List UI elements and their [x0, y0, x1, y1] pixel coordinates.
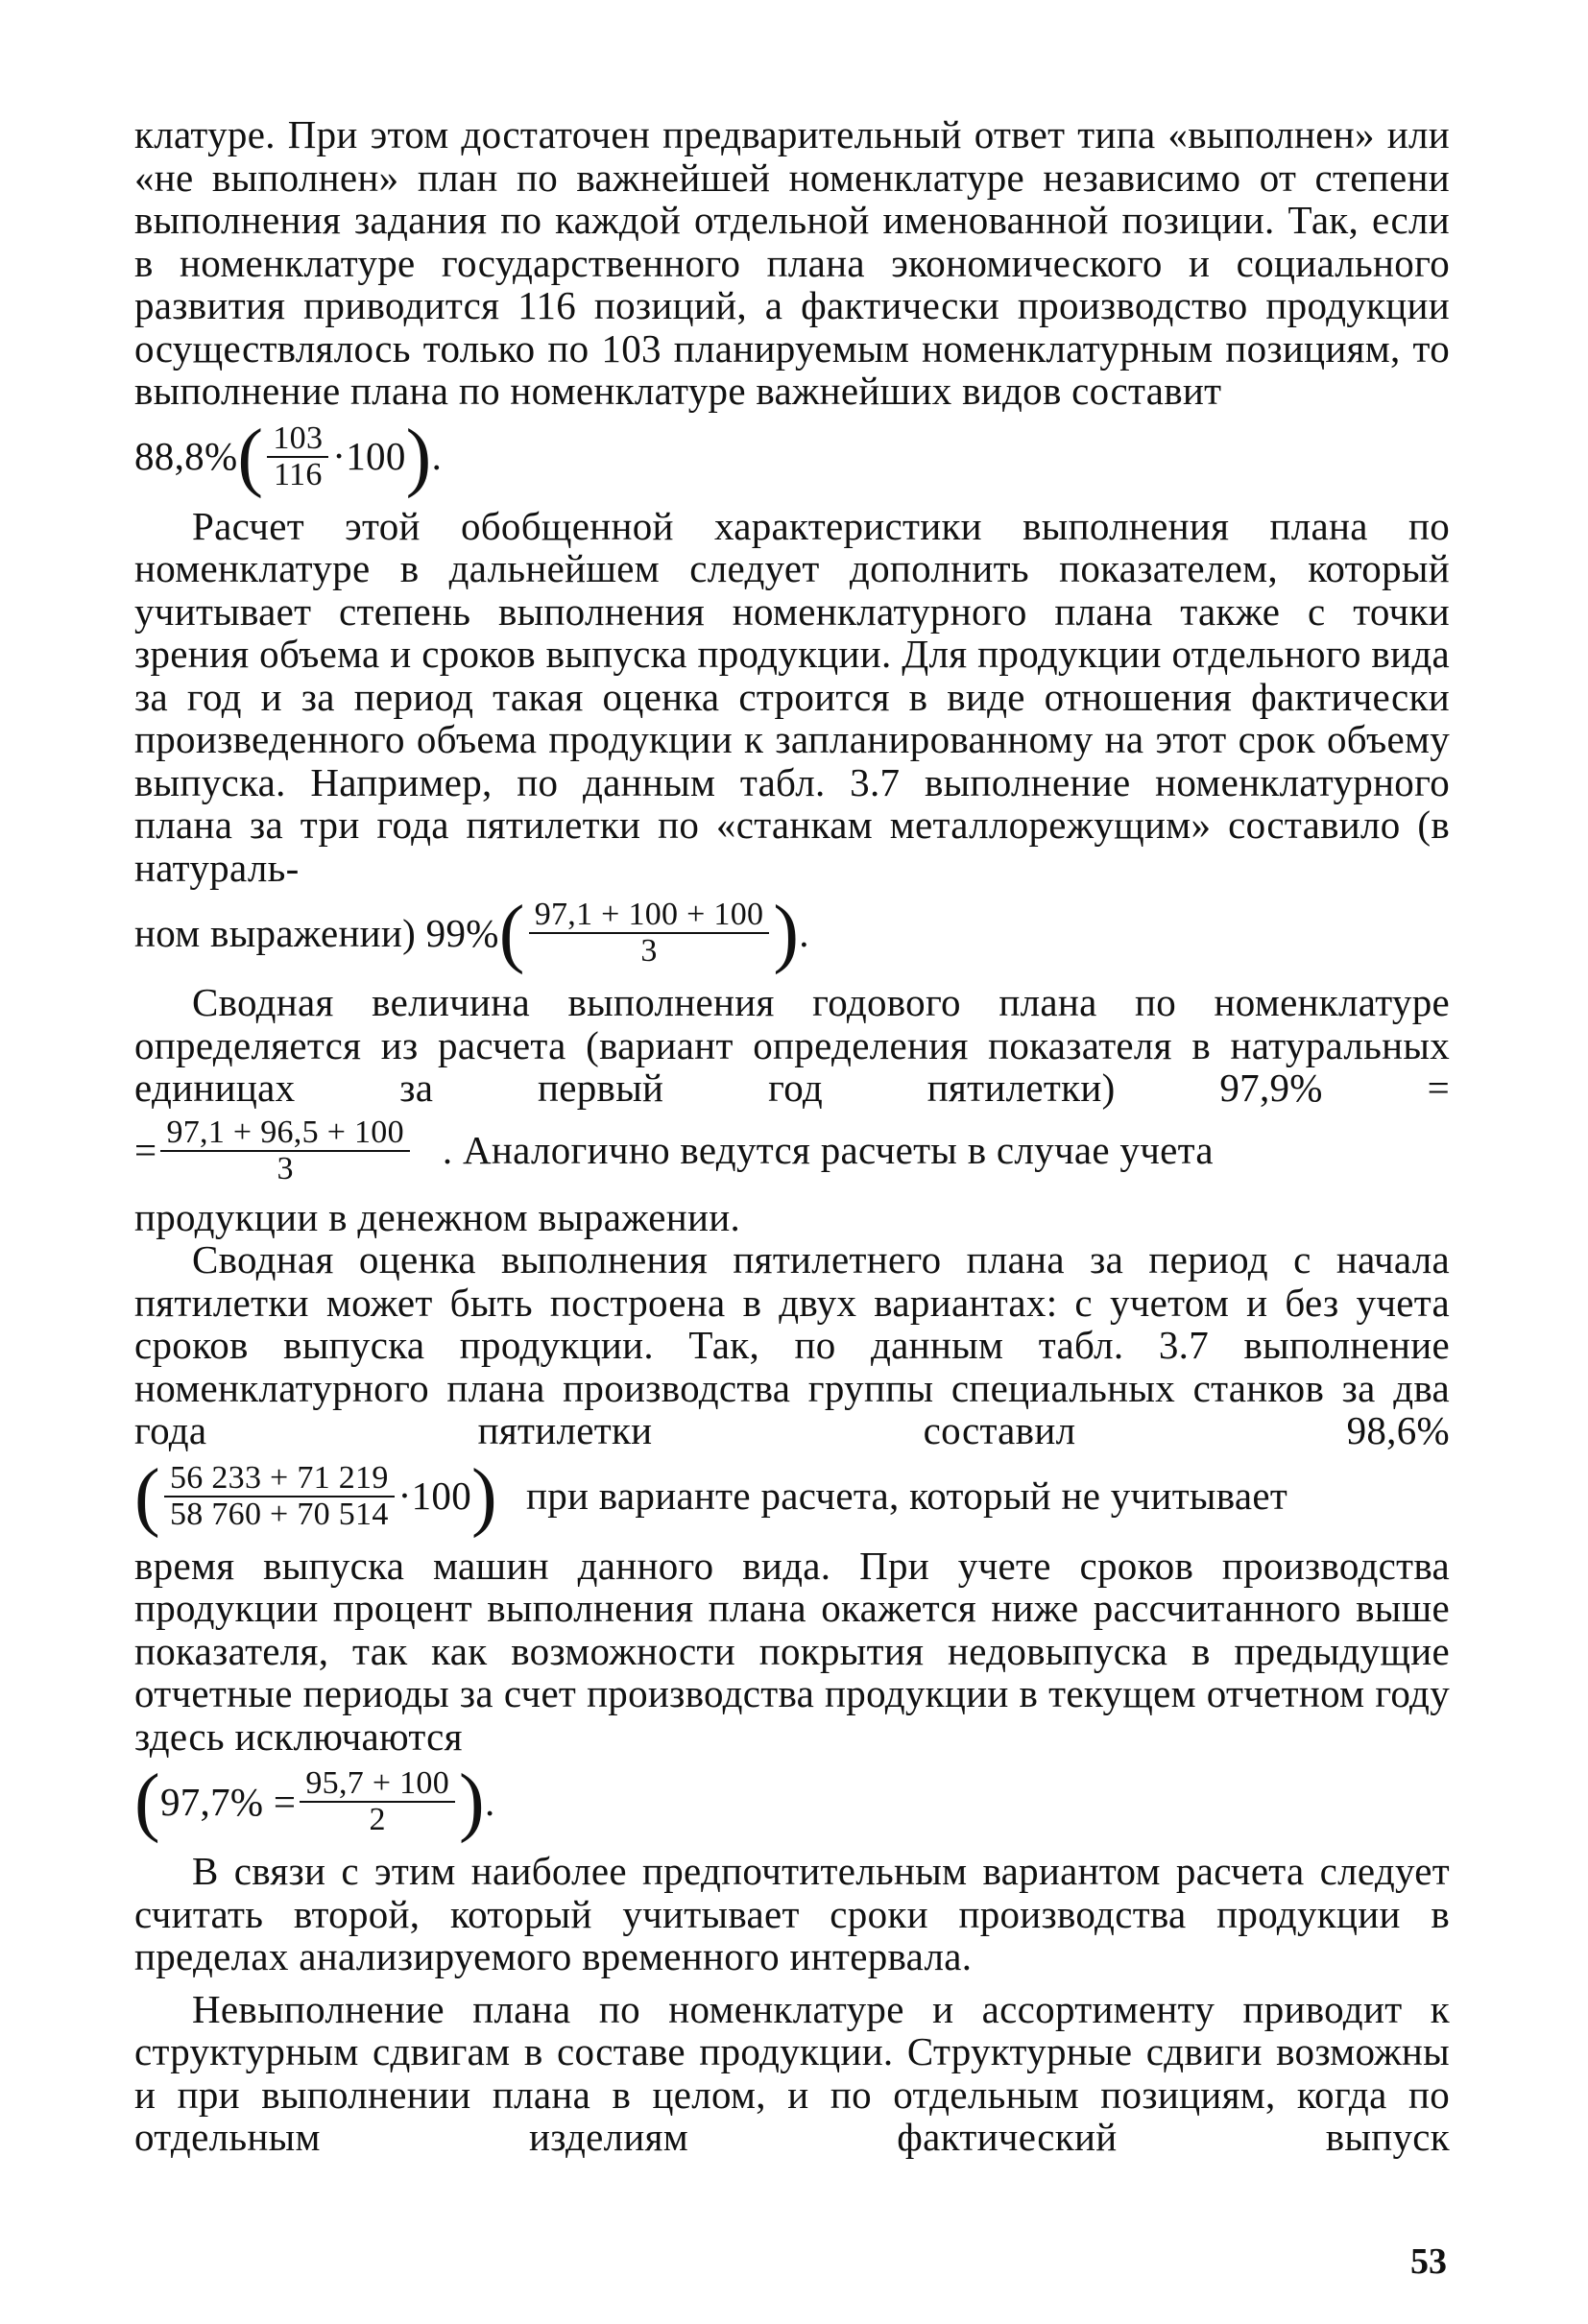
formula-2-fraction	[529, 898, 770, 969]
paragraph-2: Расчет этой обобщенной характеристики выполнения плана по номенклатуре в дальнейшем следует дополнить показателем, который учитывает степень выполнения номенклатурного плана также с точки зрения объема и сроков выпуска продукции. Для продукции отдельного вида за год и за период такая оценка строится в виде отношения фактически произведенного объема продукции к запланированному на этот срок объему выпуска. Например, по данным табл. 3.7 выполнение номенклатурного плана за три года пятилетки по «станкам металлорежущим» составило (в натураль-	[134, 503, 1450, 890]
paragraph-5: В связи с этим наиболее предпочтительным вариантом расчета следует считать второй, который учитывает сроки производства продукции в пределах анализируемого временного интервала.	[134, 1849, 1450, 1978]
paragraph-6: Невыполнение плана по номенклатуре и ассортименту приводит к структурным сдвигам в составе продукции. Структурные сдвиги возможны и при выполнении плана в целом, и по отдельным позициям, когда по отдельным изделиям фактический выпуск	[134, 1986, 1450, 2159]
left-paren: (	[498, 891, 525, 975]
formula-4	[134, 1453, 1450, 1539]
formula-3-equals: =	[134, 1128, 157, 1173]
body-text	[134, 113, 1450, 2159]
right-paren: )	[773, 891, 800, 975]
formula-1-lead: 88,8%	[134, 434, 238, 479]
page-number: 53	[1410, 2241, 1447, 2282]
formula-1-denominator: 116	[273, 456, 323, 492]
formula-5	[134, 1760, 1450, 1844]
formula-3-numerator: 97,1 + 96,5 + 100	[160, 1115, 409, 1152]
formula-5-fraction	[300, 1766, 455, 1837]
formula-5-denominator: 2	[369, 1802, 386, 1837]
left-paren: (	[134, 1760, 160, 1844]
formula-2-denominator: 3	[640, 933, 658, 969]
paragraph-1: клатуре. При этом достаточен предварительный ответ типа «выполнен» или «не выполнен» план по важнейшей номенклатуре независимо от степени выполнения задания по каждой отдельной именованной позиции. Так, если в номенклатуре государственного плана экономического и социального развития приводится 116 позиций, а фактически производство продукции осуществлялось только по 103 планируемым номенклатурным позициям, то выполнение плана по номенклатуре важнейших видов составит	[134, 112, 1450, 413]
formula-5-end: .	[484, 1779, 495, 1824]
formula-4-fraction	[164, 1461, 395, 1532]
right-paren: )	[471, 1453, 497, 1539]
right-paren: )	[459, 1760, 485, 1844]
formula-4-multiplier: ·100	[397, 1473, 471, 1519]
formula-3-tail: . Аналогично ведутся расчеты в случае учета	[442, 1128, 1214, 1173]
paragraph-3-end: продукции в денежном выражении.	[134, 1194, 741, 1239]
formula-4-denominator: 58 760 + 70 514	[169, 1496, 389, 1532]
paragraph-4: Сводная оценка выполнения пятилетнего плана за период с начала пятилетки может быть построена в двух вариантах: с учетом и без учета сроков выпуска продукции. Так, по данным табл. 3.7 выполнение номенклатурного плана производства группы специальных станков за два года пятилетки составил 98,6%	[134, 1237, 1450, 1452]
left-paren: (	[134, 1453, 160, 1539]
formula-2-lead: ном выражении) 99%	[134, 910, 499, 955]
formula-1-end: .	[431, 434, 443, 479]
paragraph-4-continued: время выпуска машин данного вида. При учете сроков производства продукции процент выполнения плана окажется ниже рассчитанного выше показателя, так как возможности покрытия недовыпуска в предыдущие отчетные периоды за счет производства продукции в текущем отчетном году здесь исключаются	[134, 1543, 1450, 1759]
formula-5-lead: 97,7% =	[159, 1779, 297, 1824]
formula-3-denominator: 3	[277, 1150, 294, 1186]
formula-4-tail: при варианте расчета, который не учитывает	[525, 1473, 1288, 1519]
right-paren: )	[405, 414, 432, 499]
formula-4-numerator: 56 233 + 71 219	[164, 1461, 395, 1497]
formula-3	[134, 1115, 1450, 1186]
formula-2-end: .	[799, 910, 809, 955]
formula-2	[134, 891, 1450, 975]
left-paren: (	[237, 414, 264, 499]
formula-2-numerator: 97,1 + 100 + 100	[529, 898, 770, 934]
paragraph-3: Сводная величина выполнения годового плана по номенклатуре определяется из расчета (вариант определения показателя в натуральных единицах за первый год пятилетки) 97,9% =	[134, 980, 1450, 1110]
formula-1-numerator: 103	[267, 421, 328, 458]
formula-1	[134, 414, 1450, 499]
formula-1-fraction	[267, 421, 328, 492]
formula-5-numerator: 95,7 + 100	[300, 1766, 455, 1803]
formula-3-fraction	[160, 1115, 409, 1186]
formula-1-multiplier: ·100	[332, 434, 406, 479]
